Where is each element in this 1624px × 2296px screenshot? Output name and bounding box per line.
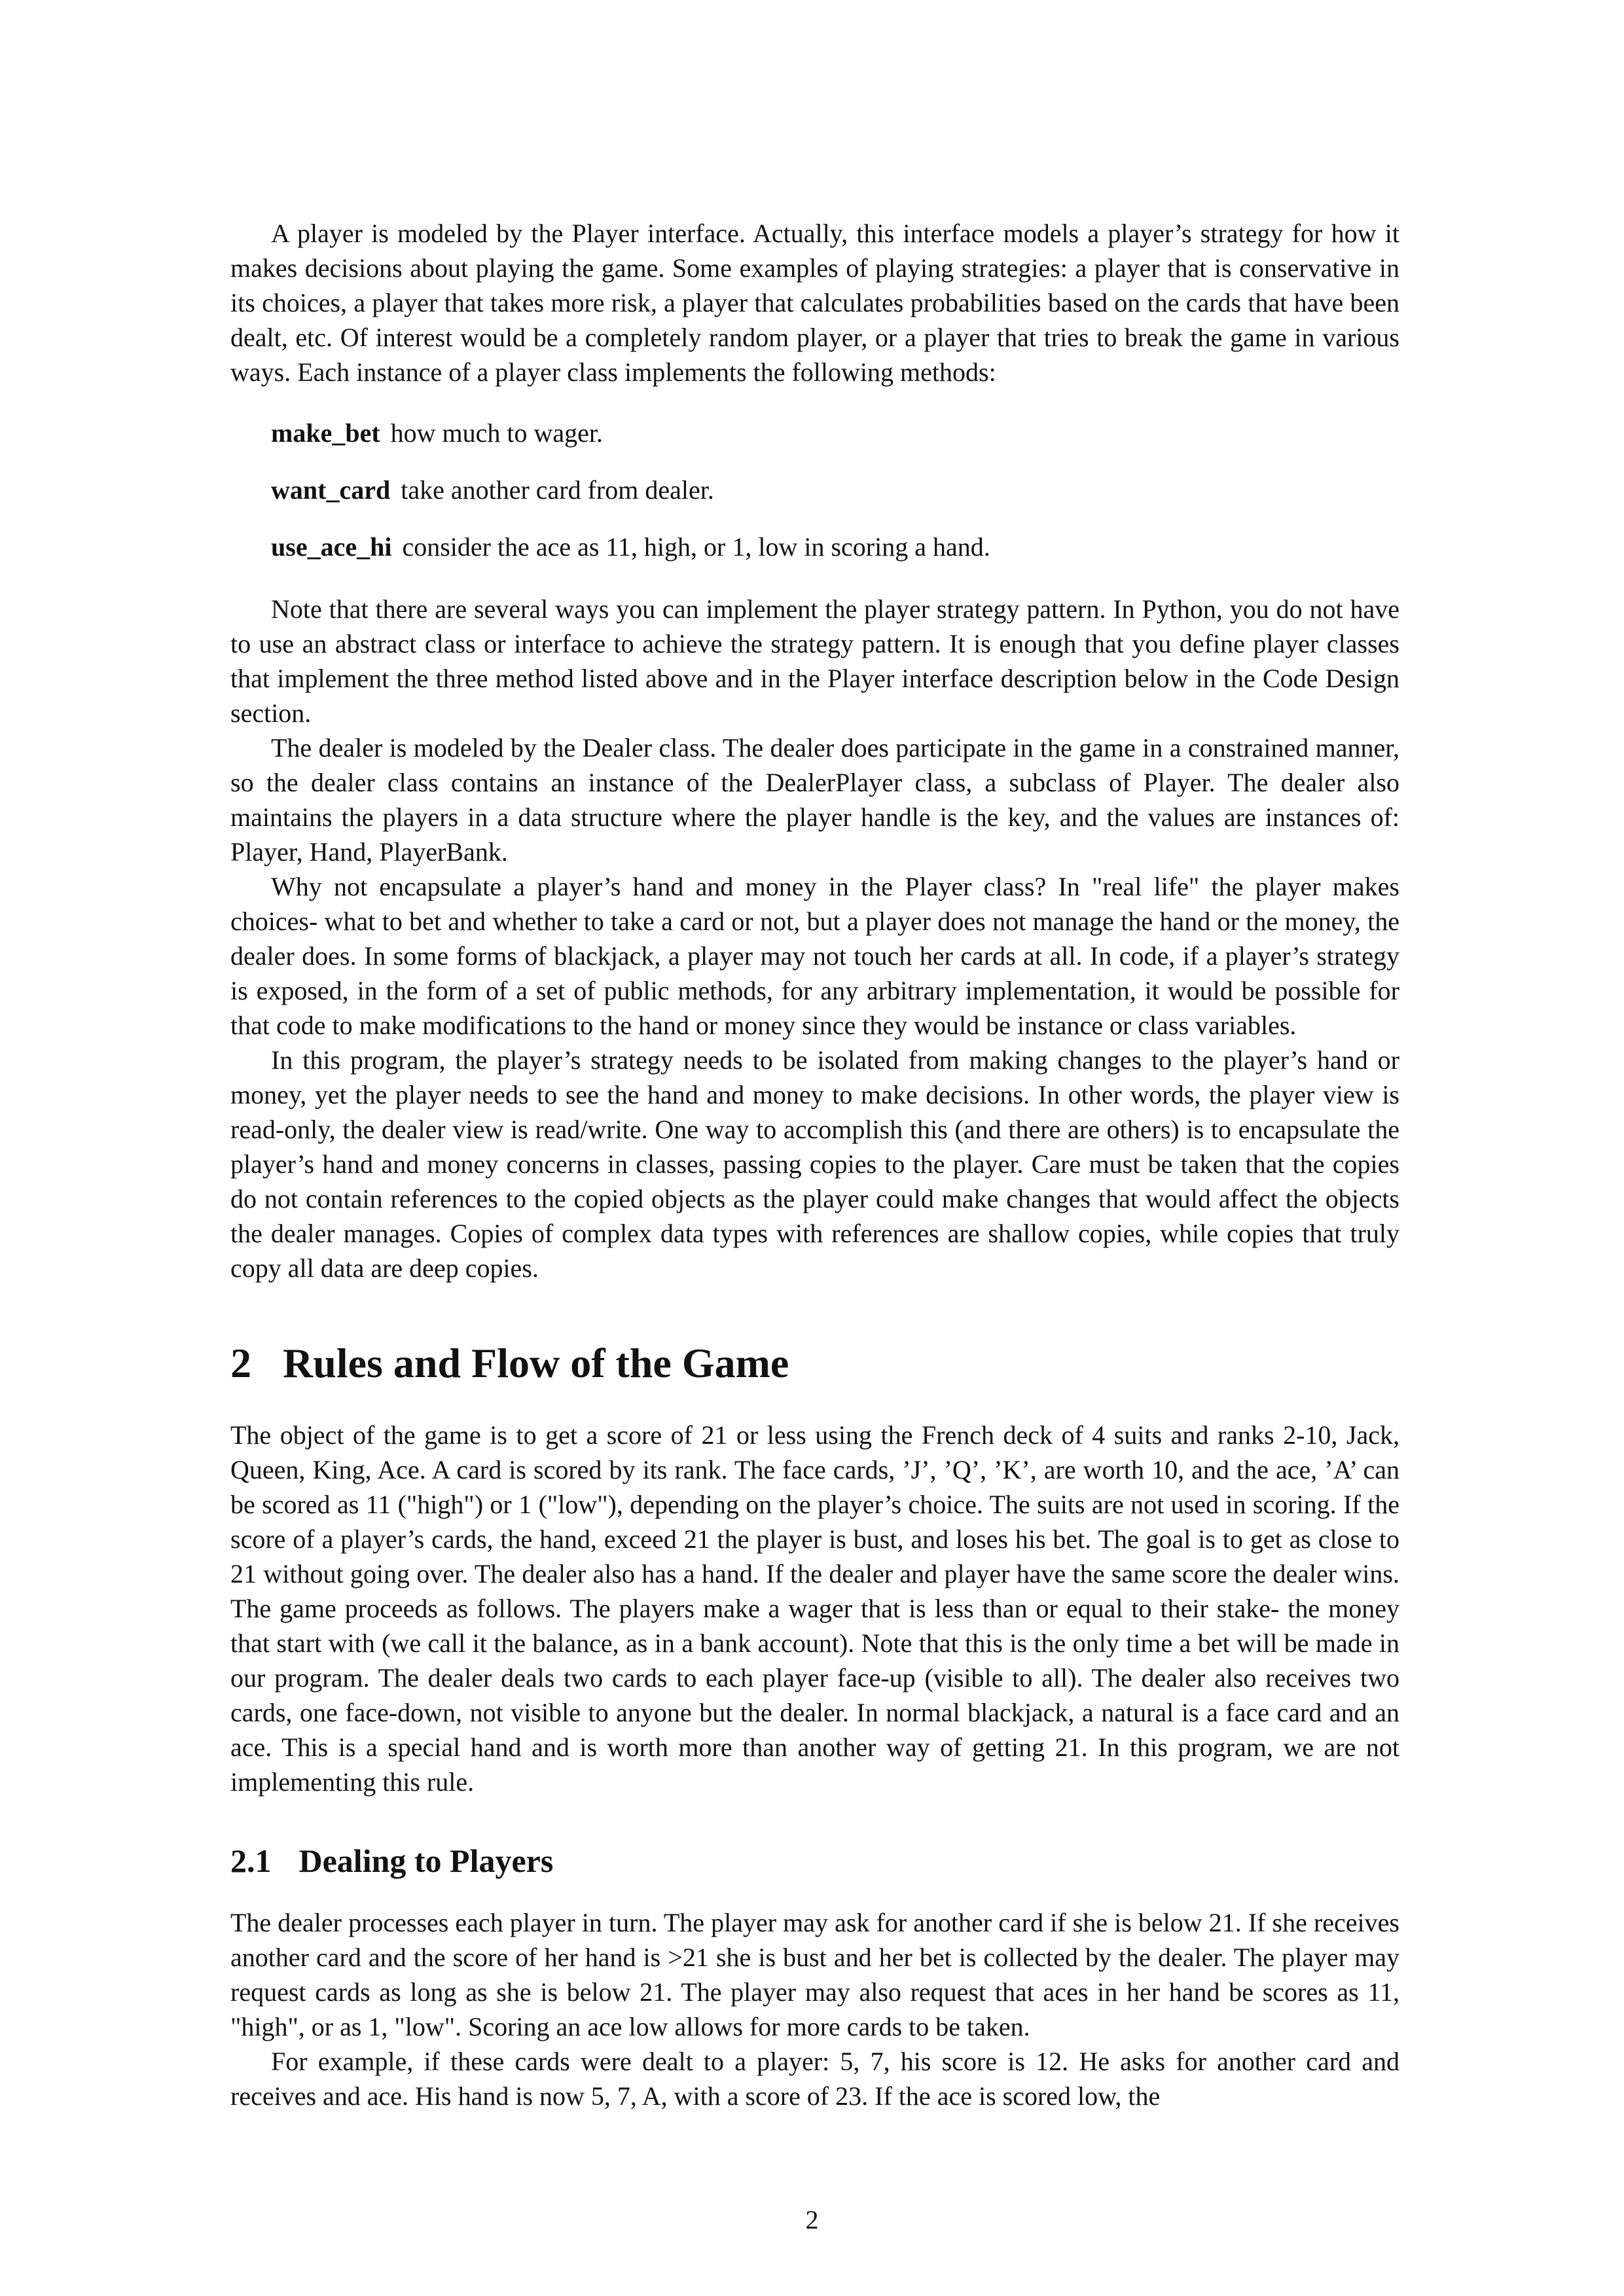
method-item-make-bet xyxy=(271,416,1399,450)
subsection-heading-dealing-to-players xyxy=(230,1842,1399,1879)
paragraph-dealing-process: The dealer processes each player in turn. The player may ask for another card if she is below 21. If she receives another card and the score of her hand is >21 she is bust and her bet is collected by the dealer. The player may request cards as long as she is below 21. The player may also request that aces in her hand be scores as 11, "high", or as 1, "low". Scoring an ace low allows for more cards to be taken. xyxy=(230,1908,1399,2041)
paragraph-dealer-class: The dealer is modeled by the Dealer class. The dealer does participate in the game in a constrained manner, so the dealer class contains an instance of the DealerPlayer class, a subclass of Player. The dealer also maintains the players in a data structure where the player handle is the key, and the values are instances of: Player, Hand, PlayerBank. xyxy=(230,733,1399,867)
method-item-use-ace-hi xyxy=(271,529,1399,564)
paragraph-strategy-pattern: Note that there are several ways you can implement the player strategy pattern. In Python, you do not have to use an abstract class or interface to achieve the strategy pattern. It is enough that you define player classes that implement the three method listed above and in the Player interface description below in the Code Design section. xyxy=(230,594,1399,728)
method-list xyxy=(271,416,1399,564)
paragraph-player-interface: A player is modeled by the Player interface. Actually, this interface models a player’s strategy for how it makes decisions about playing the game. Some examples of playing strategies: a player that is conservative in its choices, a player that takes more risk, a player that calculates probabilities based on the cards that have been dealt, etc. Of interest would be a completely random player, or a player that tries to break the game in various ways. Each instance of a player class implements the following methods: xyxy=(230,219,1399,387)
method-desc-make-bet: how much to wager. xyxy=(390,418,604,448)
method-name-use-ace-hi: use_ace_hi xyxy=(271,532,392,562)
paragraph-dealing-example: For example, if these cards were dealt to a player: 5, 7, his score is 12. He asks for another card and receives and ace. His hand is now 5, 7, A, with a score of 23. If the ace is scored low, the xyxy=(230,2047,1399,2111)
method-name-make-bet: make_bet xyxy=(271,418,380,448)
method-item-want-card xyxy=(271,473,1399,507)
paragraph-why-not-encapsulate: Why not encapsulate a player’s hand and money in the Player class? In "real life" the player makes choices- what to bet and whether to take a card or not, but a player does not manage the hand or the money, the dealer does. In some forms of blackjack, a player may not touch her cards at all. In code, if a player’s strategy is exposed, in the form of a set of public methods, for any arbitrary implementation, it would be possible for that code to make modifications to the hand or money since they would be instance or class variables. xyxy=(230,872,1399,1040)
section-heading-rules-and-flow xyxy=(230,1340,1399,1386)
section-title: Rules and Flow of the Game xyxy=(283,1340,789,1386)
page-number: 2 xyxy=(805,2205,819,2234)
method-desc-use-ace-hi: consider the ace as 11, high, or 1, low in scoring a hand. xyxy=(402,532,990,562)
paragraph-isolate-strategy: In this program, the player’s strategy needs to be isolated from making changes to the player’s hand or money, yet the player needs to see the hand and money to make decisions. In other words, the player view is read-only, the dealer view is read/write. One way to accomplish this (and there are others) is to encapsulate the player’s hand and money concerns in classes, passing copies to the player. Care must be taken that the copies do not contain references to the copied objects as the player could make changes that would affect the objects the dealer manages. Copies of complex data types with references are shallow copies, while copies that truly copy all data are deep copies. xyxy=(230,1045,1399,1283)
method-name-want-card: want_card xyxy=(271,475,391,505)
page-content xyxy=(230,216,1399,2113)
method-desc-want-card: take another card from dealer. xyxy=(401,475,714,505)
paragraph-game-rules: The object of the game is to get a score of 21 or less using the French deck of 4 suits and ranks 2-10, Jack, Queen, King, Ace. A card is scored by its rank. The face cards, ’J’, ’Q’, ’K’, are worth 10, and the ace, ’A’ can be scored as 11 ("high") or 1 ("low"), depending on the player’s choice. The suits are not used in scoring. If the score of a player’s cards, the hand, exceed 21 the player is bust, and loses his bet. The goal is to get as close to 21 without going over. The dealer also has a hand. If the dealer and player have the same score the dealer wins. The game proceeds as follows. The players make a wager that is less than or equal to their stake- the money that start with (we call it the balance, as in a bank account). Note that this is the only time a bet will be made in our program. The dealer deals two cards to each player face-up (visible to all). The dealer also receives two cards, one face-down, not visible to anyone but the dealer. In normal blackjack, a natural is a face card and an ace. This is a special hand and is worth more than another way of getting 21. In this program, we are not implementing this rule. xyxy=(230,1420,1399,1797)
section-number: 2 xyxy=(230,1340,251,1386)
subsection-title: Dealing to Players xyxy=(298,1842,554,1879)
subsection-number: 2.1 xyxy=(230,1842,272,1879)
